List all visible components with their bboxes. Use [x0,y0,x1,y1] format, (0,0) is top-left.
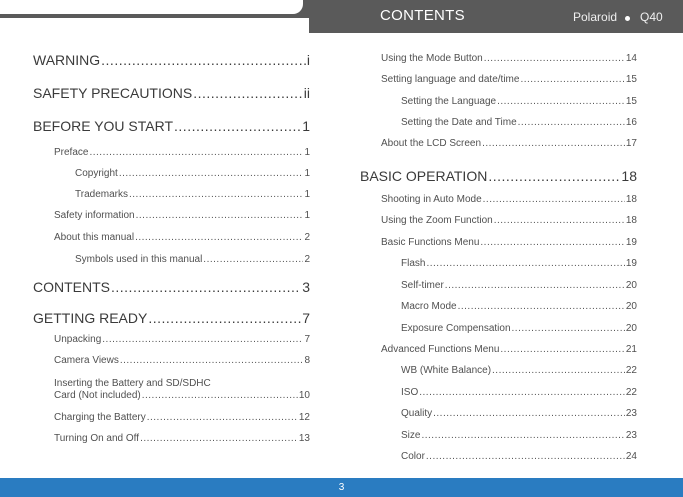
toc-entry[interactable] [381,137,637,151]
toc-leader [492,364,625,378]
toc-label: Advanced Functions Menu [381,344,500,355]
toc-page: ii [303,85,310,101]
toc-page: 1 [304,168,310,179]
toc-leader [500,343,624,357]
toc-leader [494,214,625,228]
toc-leader [135,231,303,245]
toc-label: Safety information [54,210,135,221]
toc-entry[interactable] [54,209,310,223]
toc-label: Macro Mode [401,301,457,312]
toc-entry[interactable] [401,364,637,378]
toc-leader [445,279,625,293]
toc-label: Camera Views [54,355,119,366]
toc-label: Turning On and Off [54,433,140,444]
toc-entry[interactable] [401,116,637,130]
separator-dot-icon [625,16,630,21]
toc-label: Unpacking [54,334,102,345]
toc-leader [497,95,625,109]
toc-label: Using the Zoom Function [381,215,493,226]
toc-entry[interactable] [54,389,310,403]
toc-label: Using the Mode Button [381,53,483,64]
header-tab [0,0,303,14]
toc-label: BASIC OPERATION [360,168,488,184]
toc-page: 15 [625,74,637,85]
toc-leader [120,354,304,368]
toc-page: 20 [625,280,637,291]
toc-leader [482,137,625,151]
toc-label: Charging the Battery [54,412,146,423]
toc-label: ISO [401,387,419,398]
toc-label: Quality [401,408,433,419]
toc-label: Copyright [75,168,118,179]
toc-label: Preface [54,147,89,158]
toc-leader [142,389,298,403]
toc-page: 3 [302,279,310,295]
toc-leader [174,117,301,135]
toc-leader [203,253,303,267]
toc-page: i [306,52,310,68]
toc-leader [433,407,625,421]
toc-label: GETTING READY [33,310,148,326]
toc-label: Card (Not included) [54,390,141,401]
toc-page: 19 [625,237,637,248]
toc-label: About this manual [54,232,135,243]
toc-label: Setting language and date/time [381,74,520,85]
toc-label: CONTENTS [33,279,110,295]
toc-page: 23 [625,430,637,441]
toc-entry[interactable] [401,279,637,293]
toc-leader [129,188,303,202]
toc-leader [111,278,301,296]
toc-entry[interactable] [54,411,310,425]
brand-name: Polaroid [573,10,618,24]
toc-leader [148,309,301,327]
toc-entry[interactable] [401,407,637,421]
toc-entry[interactable] [401,300,637,314]
toc-entry[interactable] [401,257,637,271]
toc-label: Self-timer [401,280,444,291]
toc-entry[interactable] [54,333,310,347]
toc-page: 16 [625,117,637,128]
toc-entry[interactable] [360,167,637,185]
toc-page: 7 [302,310,310,326]
toc-entry[interactable] [381,343,637,357]
toc-label: Symbols used in this manual [75,254,203,265]
toc-label: BEFORE YOU START [33,118,174,134]
toc-label: Color [401,451,425,462]
toc-entry[interactable] [33,309,310,327]
toc-leader [193,84,303,102]
toc-entry[interactable] [401,450,637,464]
toc-entry[interactable] [33,117,310,135]
toc-leader [483,193,625,207]
toc-leader [102,333,303,347]
toc-page: 1 [304,210,310,221]
toc-leader [421,429,624,443]
toc-leader [518,116,625,130]
toc-entry[interactable] [54,231,310,245]
toc-label: Basic Functions Menu [381,237,480,248]
toc-entry[interactable] [401,95,637,109]
toc-page: 15 [625,96,637,107]
toc-leader [136,209,304,223]
toc-label: WB (White Balance) [401,365,492,376]
toc-leader [101,51,306,69]
toc-entry[interactable] [401,429,637,443]
toc-page: 18 [625,194,637,205]
model-name: Q40 [640,10,663,24]
toc-leader [488,167,620,185]
toc-label: Trademarks [75,189,128,200]
toc-page: 14 [625,53,637,64]
toc-leader [140,432,298,446]
toc-entry[interactable] [75,253,310,267]
toc-entry[interactable] [75,188,310,202]
toc-page: 8 [304,355,310,366]
toc-entry[interactable] [381,214,637,228]
toc-page: 1 [304,189,310,200]
toc-page: 2 [304,254,310,265]
toc-page: 22 [625,387,637,398]
toc-label: Exposure Compensation [401,323,511,334]
toc-entry[interactable] [33,84,310,102]
toc-leader [89,146,303,160]
page-title: CONTENTS [380,7,465,24]
toc-page: 24 [625,451,637,462]
toc-label: Shooting in Auto Mode [381,194,482,205]
toc-entry[interactable] [381,193,637,207]
toc-page: 23 [625,408,637,419]
toc-entry[interactable] [75,167,310,181]
toc-label: SAFETY PRECAUTIONS [33,85,193,101]
toc-leader [426,450,625,464]
toc-leader [147,411,298,425]
toc-page: 1 [302,118,310,134]
toc-leader [484,52,625,66]
toc-page: 18 [625,215,637,226]
toc-label: About the LCD Screen [381,138,482,149]
toc-page: 20 [625,301,637,312]
toc-leader [512,322,625,336]
toc-page: 21 [625,344,637,355]
toc-entry[interactable] [381,236,637,250]
toc-entry[interactable] [54,432,310,446]
toc-entry[interactable] [54,146,310,160]
toc-entry[interactable] [381,52,637,66]
toc-label: Setting the Date and Time [401,117,517,128]
toc-label: Size [401,430,421,441]
toc-entry[interactable] [33,51,310,69]
toc-label: WARNING [33,52,101,68]
toc-page: 22 [625,365,637,376]
toc-leader [426,257,624,271]
toc-page: 1 [304,147,310,158]
toc-leader [119,167,304,181]
toc-leader [419,386,625,400]
toc-entry[interactable] [33,278,310,296]
toc-page: 19 [625,258,637,269]
toc-label: Setting the Language [401,96,497,107]
toc-page: 10 [298,390,310,401]
toc-entry[interactable] [401,386,637,400]
toc-leader [520,73,624,87]
toc-leader [480,236,624,250]
toc-label: Inserting the Battery and SD/SDHC [54,378,211,389]
toc-page: 7 [304,334,310,345]
toc-label: Flash [401,258,426,269]
toc-page: 2 [304,232,310,243]
toc-page: 20 [625,323,637,334]
toc-entry[interactable] [401,322,637,336]
toc-page: 17 [625,138,637,149]
toc-leader [458,300,625,314]
toc-entry[interactable] [54,354,310,368]
toc-entry[interactable] [381,73,637,87]
page-number: 3 [338,482,345,493]
toc-page: 18 [621,168,637,184]
toc-page: 13 [298,433,310,444]
toc-page: 12 [298,412,310,423]
